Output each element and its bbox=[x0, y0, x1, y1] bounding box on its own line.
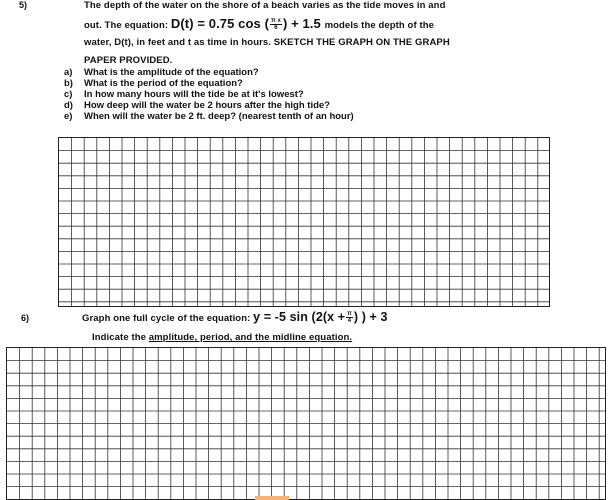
fraction-pi-over-4: $\frac{\pi}{4}$ bbox=[347, 311, 352, 325]
graph-paper-problem-6[interactable] bbox=[6, 347, 606, 500]
graph-paper-problem-5[interactable] bbox=[58, 137, 550, 307]
problem-6-line-2: Indicate the amplitude, period, and the midline equation. bbox=[92, 332, 353, 343]
indicate-items: amplitude, period, and the midline equation. bbox=[148, 332, 353, 343]
problem-5-line-1: The depth of the water on the shore of a beach varies as the tide moves in and bbox=[84, 0, 446, 11]
problem-5-line-2: out. The equation: D(t) = 0.75 cos ( $\frac{\text{π x}}{6}$ ) + 1.5 models the depth of the bbox=[84, 15, 435, 31]
fraction-pi-x-over-6: $\frac{\text{π x}}{6}$ bbox=[271, 17, 281, 31]
problem-5-line-4: PAPER PROVIDED. bbox=[84, 54, 173, 66]
depth-equation: D(t) = 0.75 cos ( $\frac{\text{π x}}{6}$ ) + 1.5 bbox=[170, 15, 321, 31]
sine-equation: y = -5 sin (2(x + $\frac{\pi}{4}$ ) ) + 3 bbox=[253, 310, 388, 325]
problem-6-line-1: Graph one full cycle of the equation: y = -5 sin (2(x + $\frac{\pi}{4}$ ) ) + 3 bbox=[82, 310, 388, 325]
part-b: b) What is the period of the equation? bbox=[64, 78, 243, 89]
grid-lines bbox=[7, 348, 605, 499]
problem-5-line-3: water, D(t), in feet and t as time in hours. SKETCH THE GRAPH ON THE GRAPH bbox=[84, 37, 450, 48]
problem-5-number: 5) bbox=[19, 0, 28, 10]
page-edge-mark bbox=[255, 496, 289, 500]
problem-5-parts bbox=[64, 67, 354, 122]
part-c: c) In how many hours will the tide be at it's lowest? bbox=[64, 89, 304, 100]
problem-6-number: 6) bbox=[21, 313, 30, 323]
part-e: e) When will the water be 2 ft. deep? (nearest tenth of an hour) bbox=[64, 111, 354, 122]
problem-5-text bbox=[84, 0, 584, 69]
part-a: a) What is the amplitude of the equation? bbox=[64, 67, 259, 78]
grid-lines bbox=[59, 138, 549, 306]
part-d: d) How deep will the water be 2 hours after the high tide? bbox=[64, 100, 330, 111]
